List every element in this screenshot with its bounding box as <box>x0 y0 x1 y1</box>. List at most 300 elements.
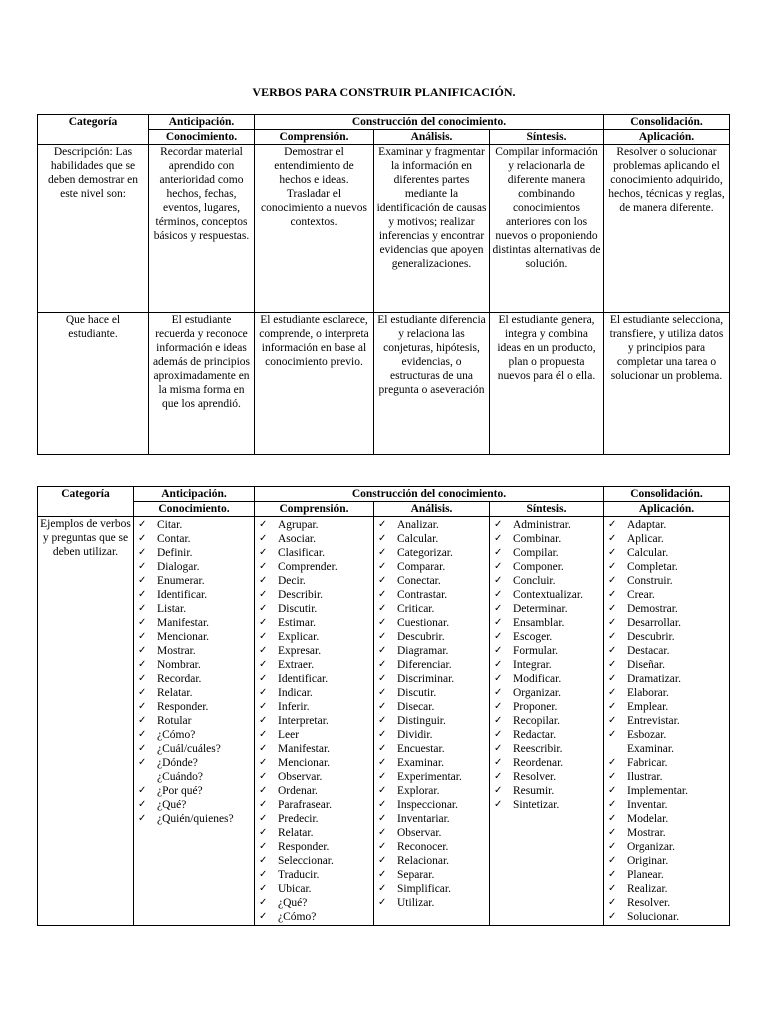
verb-text: Esbozar. <box>627 729 667 741</box>
checkmark-icon: ✓ <box>259 547 268 558</box>
list-item <box>376 756 487 770</box>
table-cell: Examinar y fragmentar la información en diferentes partes mediante la identificación de causas y motivos; realizar inferencias y encontrar evidencias que apoyen generalizaciones. <box>374 145 490 313</box>
checkmark-icon: ✓ <box>138 575 147 586</box>
checkmark-icon: ✓ <box>259 911 268 922</box>
list-item <box>492 728 601 742</box>
checkmark-icon: ✓ <box>259 673 268 684</box>
list-item <box>257 560 371 574</box>
checkmark-icon: ✓ <box>259 687 268 698</box>
checkmark-icon: ✓ <box>608 715 617 726</box>
checkmark-icon: ✓ <box>608 869 617 880</box>
list-item <box>606 714 727 728</box>
list-item <box>606 826 727 840</box>
verb-text: Adaptar. <box>627 519 667 531</box>
checkmark-icon: ✓ <box>378 799 387 810</box>
planning-table-verbs <box>37 486 730 926</box>
list-item <box>376 882 487 896</box>
verb-text: Sintetizar. <box>513 799 560 811</box>
table-cell: Demostrar el entendimiento de hechos e ideas. Trasladar el conocimiento a nuevos contextos. <box>255 145 374 313</box>
checkmark-icon: ✓ <box>378 659 387 670</box>
verb-text: Inspeccionar. <box>397 799 458 811</box>
list-item <box>606 756 727 770</box>
list-item <box>606 602 727 616</box>
table-cell: El estudiante esclarece, comprende, o interpreta información en base al conocimiento previo. <box>255 313 374 455</box>
verb-text: Comprender. <box>278 561 338 573</box>
checkmark-icon: ✓ <box>138 785 147 796</box>
list-item <box>492 546 601 560</box>
verb-text: Desarrollar. <box>627 617 681 629</box>
verb-text: Aplicar. <box>627 533 664 545</box>
list-item <box>257 770 371 784</box>
list-item <box>492 714 601 728</box>
verb-text: Resolver. <box>513 771 557 783</box>
checkmark-icon: ✓ <box>138 799 147 810</box>
verb-text: ¿Qué? <box>278 897 308 909</box>
checkmark-icon: ✓ <box>494 589 503 600</box>
group-header-consolidacion: Consolidación. <box>604 115 730 130</box>
checkmark-icon: ✓ <box>259 883 268 894</box>
list-item <box>376 546 487 560</box>
verb-text: Extraer. <box>278 659 315 671</box>
list-item <box>376 644 487 658</box>
list-item <box>606 546 727 560</box>
checkmark-icon: ✓ <box>138 743 147 754</box>
checkmark-icon: ✓ <box>494 771 503 782</box>
verb-text: Completar. <box>627 561 678 573</box>
verb-text: Agrupar. <box>278 519 319 531</box>
table-cell: El estudiante recuerda y reconoce información e ideas además de principios aproximadamente en la misma forma en que los aprendió. <box>149 313 255 455</box>
verb-text: Manifestar. <box>157 617 210 629</box>
checkmark-icon: ✓ <box>378 561 387 572</box>
list-item <box>257 756 371 770</box>
verb-text: Compilar. <box>513 547 559 559</box>
verb-text: Examinar. <box>627 743 674 755</box>
checkmark-icon: ✓ <box>608 855 617 866</box>
list-item <box>606 532 727 546</box>
verb-text: Concluir. <box>513 575 556 587</box>
checkmark-icon: ✓ <box>494 799 503 810</box>
checkmark-icon: ✓ <box>259 617 268 628</box>
subheader-aplicacion: Aplicación. <box>604 130 730 145</box>
list-item <box>376 616 487 630</box>
checkmark-icon: ✓ <box>259 757 268 768</box>
checkmark-icon: ✓ <box>494 631 503 642</box>
checkmark-icon: ✓ <box>378 617 387 628</box>
checkmark-icon: ✓ <box>494 743 503 754</box>
verb-text: Diagramar. <box>397 645 449 657</box>
verb-text: Analizar. <box>397 519 439 531</box>
checkmark-icon: ✓ <box>378 603 387 614</box>
subheader-conocimiento: Conocimiento. <box>134 502 255 517</box>
list-item <box>376 602 487 616</box>
list-item <box>492 686 601 700</box>
subheader-sintesis: Síntesis. <box>490 130 604 145</box>
verb-text: Descubrir. <box>627 631 675 643</box>
checkmark-icon: ✓ <box>608 813 617 824</box>
verb-text: Ensamblar. <box>513 617 565 629</box>
group-header-anticipacion: Anticipación. <box>134 487 255 502</box>
checkmark-icon: ✓ <box>378 645 387 656</box>
list-item <box>136 644 252 658</box>
verb-column-analisis <box>374 517 490 926</box>
list-item <box>376 630 487 644</box>
verb-text: Enumerar. <box>157 575 205 587</box>
list-item <box>136 602 252 616</box>
checkmark-icon: ✓ <box>608 603 617 614</box>
checkmark-icon: ✓ <box>138 701 147 712</box>
list-item <box>492 658 601 672</box>
verb-text: Experimentar. <box>397 771 462 783</box>
checkmark-icon: ✓ <box>608 771 617 782</box>
group-header-anticipacion: Anticipación. <box>149 115 255 130</box>
table-row <box>38 313 730 455</box>
checkmark-icon: ✓ <box>608 617 617 628</box>
verb-text: Originar. <box>627 855 669 867</box>
verb-text: Observar. <box>397 827 442 839</box>
list-item <box>136 658 252 672</box>
subheader-comprension: Comprensión. <box>255 130 374 145</box>
checkmark-icon: ✓ <box>608 785 617 796</box>
verb-text: Mencionar. <box>157 631 210 643</box>
list-item <box>376 896 487 910</box>
list-item <box>136 588 252 602</box>
list-item <box>376 770 487 784</box>
checkmark-icon: ✓ <box>259 603 268 614</box>
checkmark-icon: ✓ <box>378 715 387 726</box>
list-item <box>606 700 727 714</box>
checkmark-icon: ✓ <box>259 519 268 530</box>
checkmark-icon: ✓ <box>608 757 617 768</box>
list-item <box>606 868 727 882</box>
verb-text: Relacionar. <box>397 855 450 867</box>
checkmark-icon: ✓ <box>378 869 387 880</box>
checkmark-icon: ✓ <box>138 757 147 768</box>
checkmark-icon: ✓ <box>138 603 147 614</box>
verb-text: Administrar. <box>513 519 571 531</box>
list-item <box>257 602 371 616</box>
list-item <box>257 644 371 658</box>
verb-text: Mencionar. <box>278 757 331 769</box>
list-item <box>257 840 371 854</box>
list-item <box>376 588 487 602</box>
verb-text: Listar. <box>157 603 187 615</box>
checkmark-icon: ✓ <box>378 855 387 866</box>
list-item <box>606 630 727 644</box>
verb-text: Leer <box>278 729 300 741</box>
verb-text: ¿Cómo? <box>278 911 317 923</box>
checkmark-icon: ✓ <box>494 533 503 544</box>
list-item <box>257 630 371 644</box>
planning-table-descriptions <box>37 114 730 455</box>
verb-text: Relatar. <box>157 687 193 699</box>
verb-text: Contrastar. <box>397 589 448 601</box>
verb-text: Solucionar. <box>627 911 680 923</box>
list-item <box>257 686 371 700</box>
verb-text: Rotular <box>157 715 192 727</box>
list-item <box>492 770 601 784</box>
list-item <box>376 812 487 826</box>
checkmark-icon: ✓ <box>608 883 617 894</box>
checkmark-icon: ✓ <box>138 631 147 642</box>
list-item <box>257 574 371 588</box>
checkmark-icon: ✓ <box>259 533 268 544</box>
checkmark-icon: ✓ <box>138 659 147 670</box>
checkmark-icon: ✓ <box>378 827 387 838</box>
list-item <box>257 868 371 882</box>
table-cell: El estudiante selecciona, transfiere, y utiliza datos y principios para completar una tarea o solucionar un problema. <box>604 313 730 455</box>
checkmark-icon: ✓ <box>608 897 617 908</box>
list-item <box>492 518 601 532</box>
verb-text: Componer. <box>513 561 564 573</box>
verb-text: Calcular. <box>397 533 439 545</box>
verb-text: Definir. <box>157 547 193 559</box>
list-item <box>606 658 727 672</box>
checkmark-icon: ✓ <box>259 575 268 586</box>
verb-text: Estimar. <box>278 617 317 629</box>
list-item <box>376 728 487 742</box>
list-item <box>376 826 487 840</box>
verb-text: Responder. <box>278 841 330 853</box>
list-item <box>136 812 252 826</box>
checkmark-icon: ✓ <box>494 757 503 768</box>
list-item <box>257 658 371 672</box>
list-item <box>257 910 371 924</box>
verb-text: Expresar. <box>278 645 322 657</box>
list-item <box>136 532 252 546</box>
verb-text: Distinguir. <box>397 715 446 727</box>
row-label-ejemplos: Ejemplos de verbos y preguntas que se deben utilizar. <box>38 517 134 926</box>
checkmark-icon: ✓ <box>608 561 617 572</box>
checkmark-icon: ✓ <box>494 729 503 740</box>
list-item <box>136 728 252 742</box>
verb-text: Contextualizar. <box>513 589 583 601</box>
list-item <box>606 742 727 756</box>
verb-text: Utilizar. <box>397 897 435 909</box>
verb-column-sintesis <box>490 517 604 926</box>
verb-text: Seleccionar. <box>278 855 334 867</box>
list-item <box>376 518 487 532</box>
list-item <box>257 742 371 756</box>
list-item <box>376 658 487 672</box>
verb-text: Asociar. <box>278 533 317 545</box>
checkmark-icon: ✓ <box>259 897 268 908</box>
table-cell: Resolver o solucionar problemas aplicando el conocimiento adquirido, hechos, técnicas y reglas, de manera diferente. <box>604 145 730 313</box>
checkmark-icon: ✓ <box>608 729 617 740</box>
checkmark-icon: ✓ <box>378 701 387 712</box>
verb-text: Combinar. <box>513 533 562 545</box>
list-item <box>492 602 601 616</box>
checkmark-icon: ✓ <box>259 729 268 740</box>
verb-text: Recopilar. <box>513 715 560 727</box>
verb-text: Categorizar. <box>397 547 453 559</box>
verb-text: Nombrar. <box>157 659 201 671</box>
list-item <box>492 742 601 756</box>
verb-text: Recordar. <box>157 673 202 685</box>
verb-text: Organizar. <box>627 841 676 853</box>
checkmark-icon: ✓ <box>259 785 268 796</box>
checkmark-icon: ✓ <box>138 645 147 656</box>
list-item <box>492 616 601 630</box>
row-label-que-hace: Que hace el estudiante. <box>38 313 149 455</box>
verb-text: Resolver. <box>627 897 671 909</box>
checkmark-icon: ✓ <box>608 841 617 852</box>
checkmark-icon: ✓ <box>138 589 147 600</box>
row-label-descripcion: Descripción: Las habilidades que se deben demostrar en este nivel son: <box>38 145 149 313</box>
list-item <box>492 532 601 546</box>
checkmark-icon: ✓ <box>259 589 268 600</box>
checkmark-icon: ✓ <box>378 729 387 740</box>
verb-text: Conectar. <box>397 575 441 587</box>
checkmark-icon: ✓ <box>259 561 268 572</box>
table-cell: Compilar información y relacionarla de diferente manera combinando conocimientos anteriores con los nuevos o proponiendo distintas alternativas de solución. <box>490 145 604 313</box>
checkmark-icon: ✓ <box>138 673 147 684</box>
group-header-consolidacion: Consolidación. <box>604 487 730 502</box>
list-item <box>606 518 727 532</box>
verb-text: Demostrar. <box>627 603 678 615</box>
checkmark-icon: ✓ <box>259 813 268 824</box>
verb-text: ¿Cuál/cuáles? <box>157 743 221 755</box>
verb-text: Comparar. <box>397 561 446 573</box>
verb-text: Encuestar. <box>397 743 445 755</box>
list-item <box>606 728 727 742</box>
checkmark-icon: ✓ <box>259 743 268 754</box>
checkmark-icon: ✓ <box>494 617 503 628</box>
verb-column-aplicacion <box>604 517 730 926</box>
verb-text: Integrar. <box>513 659 552 671</box>
verb-text: Discutir. <box>278 603 318 615</box>
checkmark-icon: ✓ <box>494 785 503 796</box>
checkmark-icon: ✓ <box>608 631 617 642</box>
list-item <box>257 700 371 714</box>
checkmark-icon: ✓ <box>494 687 503 698</box>
list-item <box>136 784 252 798</box>
list-item <box>136 518 252 532</box>
page-title: VERBOS PARA CONSTRUIR PLANIFICACIÓN. <box>252 85 516 99</box>
verb-text: Mostrar. <box>157 645 196 657</box>
subheader-analisis: Análisis. <box>374 130 490 145</box>
list-item <box>257 882 371 896</box>
list-item <box>606 784 727 798</box>
verb-text: Inventar. <box>627 799 668 811</box>
list-item <box>606 644 727 658</box>
checkmark-icon: ✓ <box>378 771 387 782</box>
verb-text: Modificar. <box>513 673 562 685</box>
list-item <box>492 798 601 812</box>
verb-text: ¿Dónde? <box>157 757 198 769</box>
list-item <box>376 784 487 798</box>
checkmark-icon: ✓ <box>259 701 268 712</box>
verb-text: Describir. <box>278 589 324 601</box>
checkmark-icon: ✓ <box>138 561 147 572</box>
verb-text: Indicar. <box>278 687 313 699</box>
list-item <box>376 686 487 700</box>
list-item <box>606 560 727 574</box>
verb-text: Ubicar. <box>278 883 312 895</box>
checkmark-icon: ✓ <box>494 715 503 726</box>
verb-text: Destacar. <box>627 645 670 657</box>
verb-text: Responder. <box>157 701 209 713</box>
list-item <box>136 798 252 812</box>
table-cell: El estudiante genera, integra y combina ideas en un producto, plan o propuesta nuevos para él o ella. <box>490 313 604 455</box>
list-item <box>136 574 252 588</box>
list-item <box>136 560 252 574</box>
verb-text: Ilustrar. <box>627 771 663 783</box>
checkmark-icon: ✓ <box>259 827 268 838</box>
verb-text: Explorar. <box>397 785 440 797</box>
verb-text: Escoger. <box>513 631 553 643</box>
verb-text: Simplificar. <box>397 883 451 895</box>
verb-text: Relatar. <box>278 827 314 839</box>
list-item <box>376 672 487 686</box>
list-item <box>606 882 727 896</box>
verb-text: Ordenar. <box>278 785 318 797</box>
list-item <box>376 868 487 882</box>
group-header-construccion: Construcción del conocimiento. <box>255 487 604 502</box>
checkmark-icon: ✓ <box>259 855 268 866</box>
checkmark-icon: ✓ <box>494 645 503 656</box>
verb-text: Entrevistar. <box>627 715 680 727</box>
list-item <box>606 616 727 630</box>
verb-text: Discriminar. <box>397 673 455 685</box>
checkmark-icon: ✓ <box>494 659 503 670</box>
checkmark-icon: ✓ <box>259 631 268 642</box>
verb-text: ¿Quién/quienes? <box>157 813 234 825</box>
verb-text: Diseñar. <box>627 659 666 671</box>
checkmark-icon: ✓ <box>259 799 268 810</box>
verb-text: Examinar. <box>397 757 444 769</box>
checkmark-icon: ✓ <box>608 547 617 558</box>
checkmark-icon: ✓ <box>494 575 503 586</box>
subheader-conocimiento: Conocimiento. <box>149 130 255 145</box>
list-item <box>257 546 371 560</box>
subheader-analisis: Análisis. <box>374 502 490 517</box>
checkmark-icon: ✓ <box>378 883 387 894</box>
verb-text: Crear. <box>627 589 655 601</box>
list-item <box>136 756 252 770</box>
list-item <box>136 616 252 630</box>
checkmark-icon: ✓ <box>378 547 387 558</box>
checkmark-icon: ✓ <box>259 659 268 670</box>
checkmark-icon: ✓ <box>608 589 617 600</box>
checkmark-icon: ✓ <box>608 659 617 670</box>
list-item <box>136 770 252 784</box>
list-item <box>257 532 371 546</box>
list-item <box>376 840 487 854</box>
verb-text: Elaborar. <box>627 687 669 699</box>
list-item <box>376 532 487 546</box>
list-item <box>492 560 601 574</box>
checkmark-icon: ✓ <box>378 533 387 544</box>
list-item <box>606 798 727 812</box>
list-item <box>136 546 252 560</box>
checkmark-icon: ✓ <box>378 841 387 852</box>
subheader-aplicacion: Aplicación. <box>604 502 730 517</box>
verb-text: Inferir. <box>278 701 310 713</box>
list-item <box>257 728 371 742</box>
verb-text: Descubrir. <box>397 631 445 643</box>
checkmark-icon: ✓ <box>138 729 147 740</box>
checkmark-icon: ✓ <box>608 533 617 544</box>
checkmark-icon: ✓ <box>378 757 387 768</box>
checkmark-icon: ✓ <box>378 589 387 600</box>
list-item <box>606 896 727 910</box>
list-item <box>257 714 371 728</box>
checkmark-icon: ✓ <box>378 687 387 698</box>
verb-text: Dramatizar. <box>627 673 681 685</box>
verb-text: ¿Cuándo? <box>157 771 203 783</box>
list-item <box>606 910 727 924</box>
verb-text: ¿Por qué? <box>157 785 203 797</box>
